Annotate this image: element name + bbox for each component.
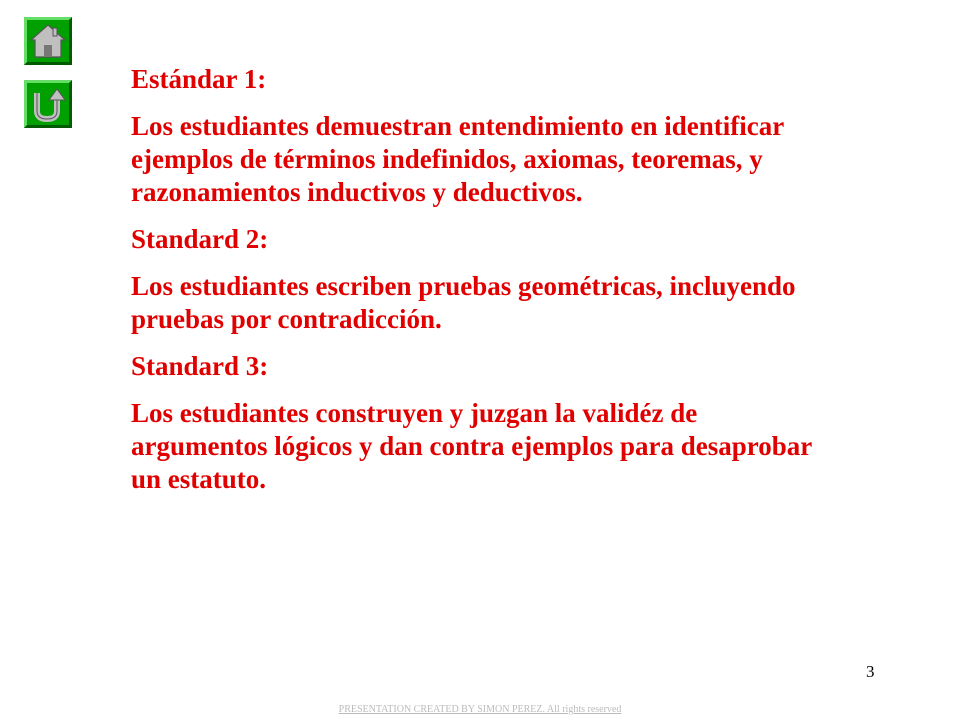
return-arrow-icon <box>27 83 69 125</box>
standard-1-heading: Estándar 1: <box>131 64 267 94</box>
standard-3-heading: Standard 3: <box>131 351 269 381</box>
standard-2-text: Los estudiantes escriben pruebas geométricas, incluyendo pruebas por contradicción. <box>131 271 796 334</box>
back-button[interactable] <box>24 80 72 128</box>
home-button[interactable] <box>24 17 72 65</box>
page-number: 3 <box>866 662 875 681</box>
standard-2-heading: Standard 2: <box>131 224 269 254</box>
home-icon <box>27 20 69 62</box>
standard-1-text: Los estudiantes demuestran entendimiento en identificar ejemplos de términos indefinidos, axiomas, teoremas, y razonamientos inductivos y deductivos. <box>131 111 784 207</box>
footer-credit[interactable]: PRESENTATION CREATED BY SIMON PEREZ. All rights reserved <box>338 704 622 715</box>
slide-content <box>131 63 831 510</box>
standard-3-text: Los estudiantes construyen y juzgan la validéz de argumentos lógicos y dan contra ejemplos para desaprobar un estatuto. <box>131 398 812 494</box>
